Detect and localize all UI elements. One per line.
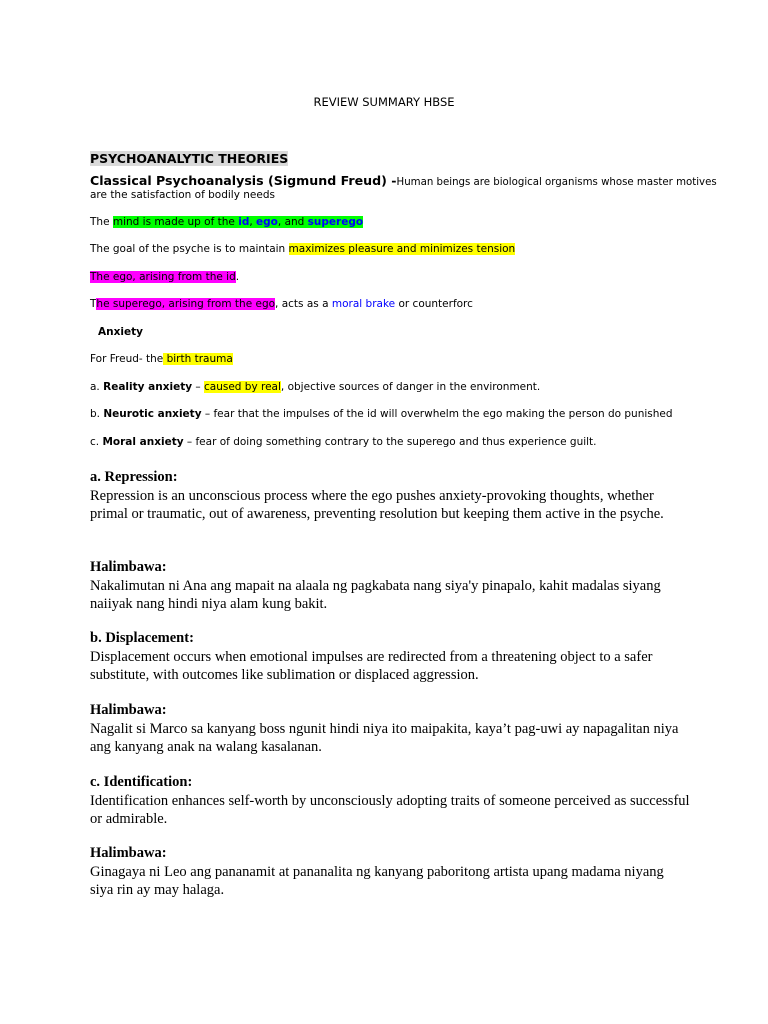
freud-line	[90, 353, 233, 365]
anxiety-heading: Anxiety	[98, 326, 143, 338]
mind-pre: The	[90, 216, 113, 228]
example3-heading: Halimbawa:	[90, 845, 167, 861]
superego-highlight: he superego, arising from the ego	[96, 298, 276, 310]
neurotic-term: Neurotic anxiety	[103, 408, 202, 420]
classical-line	[90, 170, 717, 189]
ego-line	[90, 271, 239, 283]
goal-line	[90, 243, 515, 255]
section-heading-text: PSYCHOANALYTIC THEORIES	[90, 151, 289, 166]
mind-and: , and	[277, 216, 308, 228]
example2-heading: Halimbawa:	[90, 702, 167, 718]
superego-mid: , acts as a	[275, 298, 332, 310]
neurotic-pre: b.	[90, 408, 104, 420]
mind-ego: ego	[256, 216, 278, 228]
moral-pre: c.	[90, 436, 103, 448]
goal-highlight: maximizes pleasure and minimizes tension	[288, 243, 516, 255]
section-heading	[90, 151, 288, 166]
goal-pre: The goal of the psyche is to maintain	[90, 243, 289, 255]
example3-body: Ginagaya ni Leo ang pananamit at pananalita ng kanyang paboritong artista upang madama niyang siya rin ay may halaga.	[90, 864, 664, 898]
mind-highlight	[113, 216, 363, 228]
neurotic-anxiety-line	[90, 408, 673, 420]
superego-pre: T	[90, 298, 97, 310]
freud-pre: For Freud- the	[90, 353, 164, 365]
ego-post: .	[235, 271, 240, 283]
example1-body: Nakalimutan ni Ana ang mapait na alaala ng pagkabata nang siya'y pinapalo, kahit madalas siyang naiiyak nang hindi niya alam kung bakit.	[90, 578, 661, 612]
identification-body: Identification enhances self-worth by unconsciously adopting traits of someone perceived as successful or admirable.	[90, 793, 690, 827]
mind-id: id	[238, 216, 250, 228]
classical-heading: Classical Psychoanalysis (Sigmund Freud) -	[90, 173, 397, 188]
displacement-heading: b. Displacement:	[90, 630, 194, 646]
mind-superego: superego	[307, 216, 364, 228]
moral-brake-text: moral brake	[331, 298, 396, 310]
reality-dash: –	[192, 381, 204, 393]
classical-text-cont: are the satisfaction of bodily needs	[90, 189, 275, 201]
superego-line	[90, 298, 473, 310]
ego-highlight: The ego, arising from the id	[90, 271, 236, 283]
displacement-body: Displacement occurs when emotional impulses are redirected from a threatening object to a safer substitute, with outcomes like sublimation or displaced aggression.	[90, 649, 653, 683]
neurotic-post: – fear that the impulses of the id will overwhelm the ego making the person do punished	[201, 408, 673, 420]
reality-post: , objective sources of danger in the environment.	[280, 381, 541, 393]
birth-trauma-highlight: birth trauma	[163, 353, 233, 365]
example2-body: Nagalit si Marco sa kanyang boss ngunit hindi niya ito maipakita, kaya’t pag-uwi ay napagalitan niya ang kanyang anak na walang kasalanan.	[90, 721, 679, 755]
example1-heading: Halimbawa:	[90, 559, 167, 575]
reality-anxiety-line	[90, 381, 540, 393]
reality-highlight: caused by real	[204, 381, 281, 393]
document-title: REVIEW SUMMARY HBSE	[313, 95, 455, 109]
mind-comma: ,	[249, 216, 257, 228]
reality-pre: a.	[90, 381, 104, 393]
classical-text: Human beings are biological organisms whose master motives	[396, 177, 717, 188]
mind-hl-text: mind is made up of the	[112, 216, 239, 228]
moral-post: – fear of doing something contrary to the superego and thus experience guilt.	[183, 436, 597, 448]
mind-line	[90, 216, 363, 228]
superego-post: or counterforc	[395, 298, 473, 310]
moral-term: Moral anxiety	[102, 436, 184, 448]
repression-body: Repression is an unconscious process where the ego pushes anxiety-provoking thoughts, whether primal or traumatic, out of awareness, preventing resolution but keeping them active in the psyche.	[90, 488, 664, 522]
repression-heading: a. Repression:	[90, 469, 178, 485]
moral-anxiety-line	[90, 436, 597, 448]
reality-term: Reality anxiety	[103, 381, 193, 393]
identification-heading: c. Identification:	[90, 774, 193, 790]
